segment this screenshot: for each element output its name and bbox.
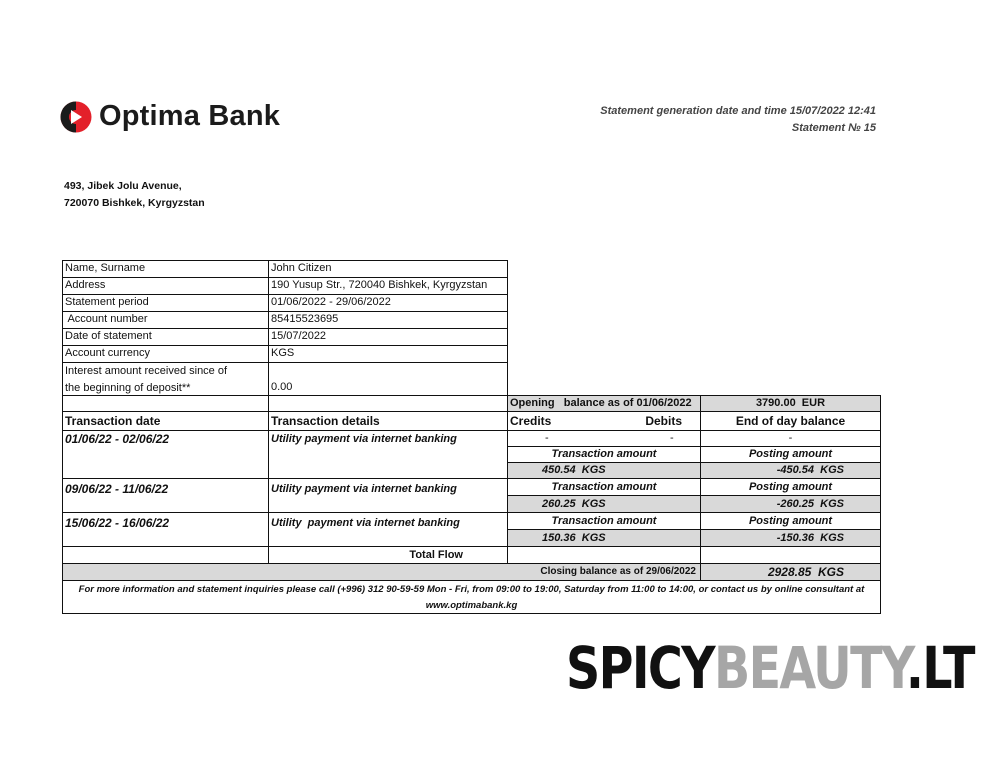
closing-balance-value: 2928.85 KGS [700,563,881,581]
txn-amount-label: Transaction amount [507,478,701,496]
bank-address-line1: 493, Jibek Jolu Avenue, [64,180,182,192]
bank-logo [60,100,280,133]
txn-amount-label: Transaction amount [507,512,701,530]
eod-dash: - [700,430,881,447]
footer-contact-info: For more information and statement inquiries please call (+996) 312 90-59-59 Mon - Fri, from 09:00 to 19:00, Saturday from 11:00 to 14:00, or contact us by online consultant at www.optimabank.kg [62,580,881,614]
empty-cell [268,395,508,412]
posting-amount-label: Posting amount [700,478,881,496]
debits-dash: - [670,432,674,444]
info-value-address: 190 Yusup Str., 720040 Bishkek, Kyrgyzstan [268,277,508,295]
txn-dash-row [507,430,701,447]
info-label-interest-line1: Interest amount received since of [65,365,228,377]
info-label-address: Address [62,277,269,295]
col-header-eod-balance: End of day balance [700,411,881,431]
info-label-name: Name, Surname [62,260,269,278]
txn-amount-label: Transaction amount [507,446,701,463]
info-label-interest-line2: the beginning of deposit** [65,382,191,394]
statement-number: Statement № 15 [791,122,876,134]
info-label-period: Statement period [62,294,269,312]
col-header-credits: Credits [510,414,552,428]
watermark-suffix: .LT [905,634,974,702]
watermark-light: BEAUTY [713,634,906,702]
watermark-dark: SPICY [566,634,714,702]
info-label-date: Date of statement [62,328,269,346]
posting-amount-value: -450.54 KGS [700,462,881,479]
info-label-interest [62,362,269,396]
total-flow-label: Total Flow [268,546,508,564]
optima-logo-icon [60,101,92,133]
info-value-name: John Citizen [268,260,508,278]
txn-date: 09/06/22 - 11/06/22 [62,478,269,513]
posting-amount-value: -150.36 KGS [700,529,881,547]
info-value-currency: KGS [268,345,508,363]
txn-details: Utility payment via internet banking [268,430,508,479]
posting-amount-label: Posting amount [700,446,881,463]
posting-amount-value: -260.25 KGS [700,495,881,513]
opening-balance-value: 3790.00 EUR [700,395,881,412]
empty-cell [62,546,269,564]
statement-header-info [600,103,876,137]
info-value-account-number: 85415523695 [268,311,508,329]
generation-datetime: Statement generation date and time 15/07/2022 12:41 [600,105,876,117]
opening-balance-label: Opening balance as of 01/06/2022 [507,395,701,412]
empty-cell [62,395,269,412]
bank-address [64,178,205,212]
col-header-debits: Debits [645,414,682,428]
txn-details: Utility payment via internet banking [268,512,508,547]
bank-address-line2: 720070 Bishkek, Kyrgyzstan [64,197,205,209]
txn-amount-value: 450.54 KGS [507,462,701,479]
col-header-date: Transaction date [62,411,269,431]
txn-amount-value: 150.36 KGS [507,529,701,547]
txn-date: 15/06/22 - 16/06/22 [62,512,269,547]
posting-amount-label: Posting amount [700,512,881,530]
info-label-account-number: Account number [62,311,269,329]
closing-balance-label: Closing balance as of 29/06/2022 [62,563,701,581]
txn-amount-value: 260.25 KGS [507,495,701,513]
info-label-currency: Account currency [62,345,269,363]
info-value-date: 15/07/2022 [268,328,508,346]
empty-cell [507,546,701,564]
txn-date: 01/06/22 - 02/06/22 [62,430,269,479]
col-header-details: Transaction details [268,411,508,431]
info-value-period: 01/06/2022 - 29/06/2022 [268,294,508,312]
col-header-credits-debits [507,411,701,431]
bank-name: Optima Bank [99,100,281,132]
credits-dash: - [545,432,549,444]
empty-cell [700,546,881,564]
watermark [566,633,974,703]
info-value-interest: 0.00 [268,362,508,396]
txn-details: Utility payment via internet banking [268,478,508,513]
